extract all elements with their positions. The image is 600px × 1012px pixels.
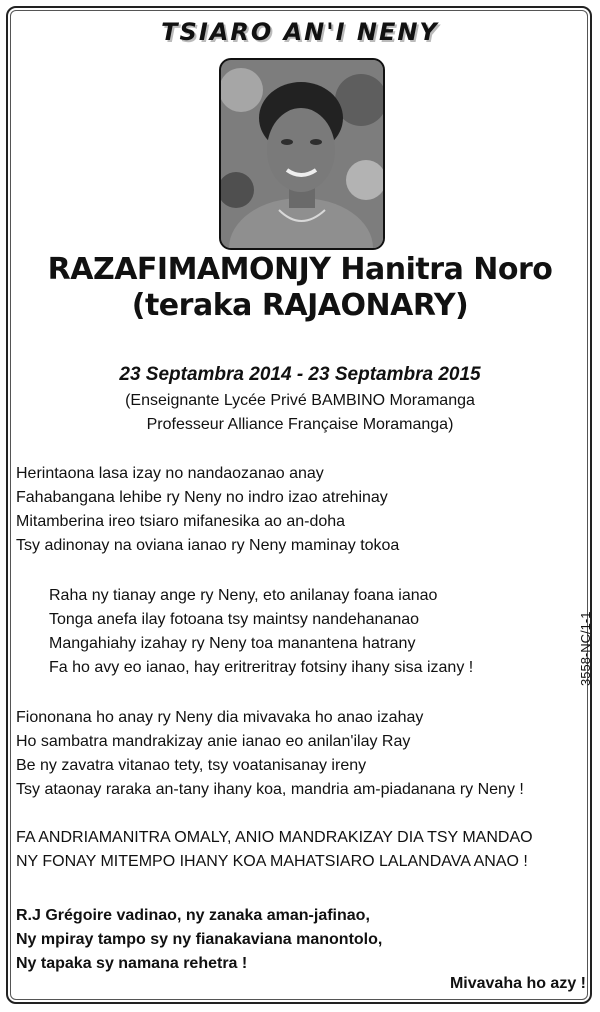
poem-line: Tonga anefa ilay fotoana tsy maintsy nandehananao xyxy=(49,611,420,628)
portrait-photo xyxy=(219,58,385,250)
family-signature xyxy=(16,904,382,976)
signoff: Mivavaha ho azy ! xyxy=(449,975,586,992)
poem-line: Ho sambatra mandrakizay anie ianao eo anilan'ilay Ray xyxy=(16,733,411,750)
closing-declaration xyxy=(16,826,533,874)
role-line: (Enseignante Lycée Privé BAMBINO Moramanga xyxy=(125,392,475,409)
poem-stanza-1 xyxy=(16,462,399,558)
memorial-dates: 23 Septambra 2014 - 23 Septambra 2015 xyxy=(119,364,481,385)
poem-line: Tsy adinonay na oviana ianao ry Neny maminay tokoa xyxy=(16,537,400,554)
family-line: R.J Grégoire vadinao, ny zanaka aman-jafinao, xyxy=(16,907,370,924)
poem-line: Be ny zavatra vitanao tety, tsy voatanisanay ireny xyxy=(16,757,367,774)
poem-line: Mangahiahy izahay ry Neny toa manantena hatrany xyxy=(49,635,416,652)
closing-line: FA ANDRIAMANITRA OMALY, ANIO MANDRAKIZAY DIA TSY MANDAO xyxy=(16,829,533,846)
poem-line: Raha ny tianay ange ry Neny, eto anilanay foana ianao xyxy=(49,587,438,604)
role-line: Professeur Alliance Française Moramanga) xyxy=(146,416,454,433)
family-line: Ny mpiray tampo sy ny fianakaviana manontolo, xyxy=(16,931,383,948)
family-line: Ny tapaka sy namana rehetra ! xyxy=(16,955,248,972)
poem-stanza-3 xyxy=(16,706,524,802)
poem-line: Tsy ataonay raraka an-tany ihany koa, mandria am-piadanana ry Neny ! xyxy=(16,781,524,798)
reference-code: 3558-NC/1-1 xyxy=(578,611,593,686)
maiden-name: (teraka RAJAONARY) xyxy=(131,288,469,323)
poem-line: Fahabangana lehibe ry Neny no indro izao atrehinay xyxy=(16,489,388,506)
poem-stanza-2 xyxy=(49,584,473,680)
deceased-name: RAZAFIMAMONJY Hanitra Noro xyxy=(47,252,553,287)
poem-line: Herintaona lasa izay no nandaozanao anay xyxy=(16,465,324,482)
memorial-heading: TSIARO AN'I NENY xyxy=(161,18,439,46)
poem-line: Fa ho avy eo ianao, hay eritreritray fotsiny ihany sisa izany ! xyxy=(49,659,474,676)
poem-line: Mitamberina ireo tsiaro mifanesika ao an-doha xyxy=(16,513,346,530)
poem-line: Fiononana ho anay ry Neny dia mivavaka ho anao izahay xyxy=(16,709,424,726)
closing-line: NY FONAY MITEMPO IHANY KOA MAHATSIARO LALANDAVA ANAO ! xyxy=(16,853,528,870)
